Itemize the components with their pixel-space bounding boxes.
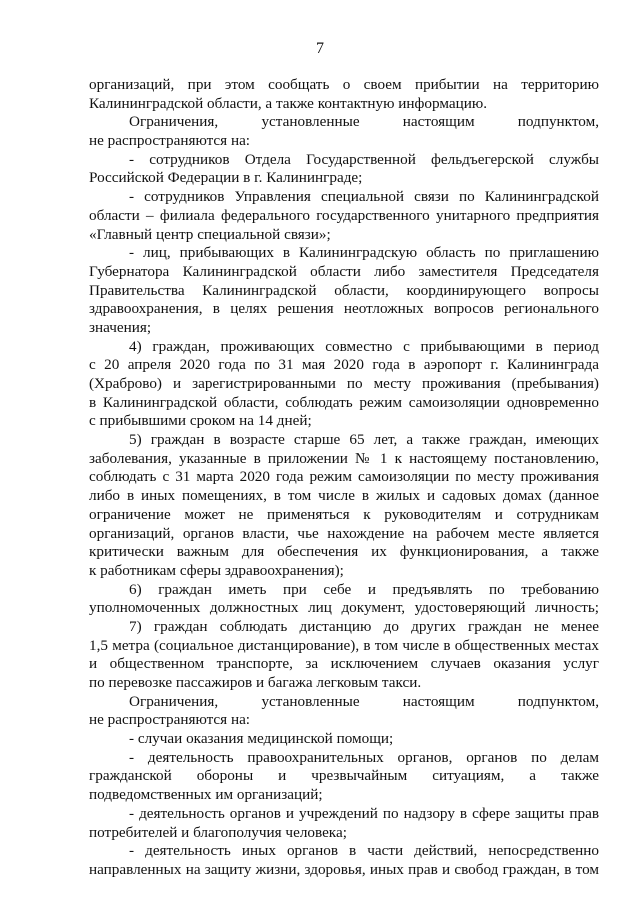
text-line: организаций, при этом сообщать о своем прибытии на территорию	[89, 76, 599, 93]
text-line: 5) граждан в возрасте старше 65 лет, а также граждан, имеющих	[129, 431, 599, 449]
text-line: - деятельность органов и учреждений по надзору в сфере защиты прав	[129, 804, 599, 822]
document-body	[89, 76, 599, 880]
text-line: с 20 апреля 2020 года по 31 мая 2020 года в аэропорт г. Калининграда	[89, 356, 599, 374]
text-line: значения;	[89, 318, 152, 336]
text-line: 1,5 метра (социальное дистанцирование), в том числе в общественных местах	[89, 636, 599, 654]
text-line: ограничение может не применяться к руководителям и сотрудникам	[89, 505, 599, 523]
text-line: Губернатора Калининградской области либо заместителя Председателя	[89, 262, 599, 280]
text-line: критически важным для обеспечения их функционирования, а также	[89, 543, 599, 561]
text-line: не распространяются на:	[89, 132, 251, 150]
text-line: - сотрудников Управления специальной связи по Калининградской	[129, 188, 599, 206]
text-line: области – филиала федерального государственного унитарного предприятия	[89, 206, 599, 224]
text-line: направленных на защиту жизни, здоровья, иных прав и свобод граждан, в том	[89, 860, 599, 878]
text-line: гражданской обороны и чрезвычайным ситуациям, а также	[89, 767, 599, 785]
text-line: здравоохранения, в целях решения неотложных вопросов регионального	[89, 300, 599, 318]
text-line: Российской Федерации в г. Калининграде;	[89, 169, 363, 187]
text-line: с прибывшими сроком на 14 дней;	[89, 412, 312, 430]
text-line: 6) граждан иметь при себе и предъявлять по требованию	[129, 580, 599, 598]
text-line: не распространяются на:	[89, 711, 251, 729]
text-line: Ограничения, установленные настоящим подпунктом,	[129, 113, 599, 131]
text-line: потребителей и благополучия человека;	[89, 823, 347, 841]
text-line: подведомственных им организаций;	[89, 786, 323, 804]
text-line: - деятельность правоохранительных органов, органов по делам	[129, 748, 599, 766]
text-line: либо в иных помещениях, в том числе в жилых и садовых домах (данное	[89, 487, 599, 505]
text-line: соблюдать с 31 марта 2020 года режим самоизоляции по месту проживания	[89, 468, 599, 486]
text-line: (Храброво) и зарегистрированными по месту проживания (пребывания)	[89, 375, 599, 392]
text-line: к работникам сферы здравоохранения);	[89, 561, 344, 579]
text-line: Калининградской области, а также контактную информацию.	[89, 94, 487, 112]
text-line: и общественном транспорте, за исключением случаев оказания услуг	[89, 655, 599, 673]
text-line: 4) граждан, проживающих совместно с прибывающими в период	[129, 337, 599, 355]
text-line: Ограничения, установленные настоящим подпунктом,	[129, 692, 599, 710]
text-line: - сотрудников Отдела Государственной фельдъегерской службы	[129, 150, 599, 168]
text-line: организаций, органов власти, чье нахождение на рабочем месте является	[89, 524, 599, 542]
text-line: - случаи оказания медицинской помощи;	[129, 730, 394, 748]
text-line: 7) граждан соблюдать дистанцию до других граждан не менее	[129, 617, 599, 635]
text-line: по перевозке пассажиров и багажа легковым такси.	[89, 674, 422, 691]
text-line: «Главный центр специальной связи»;	[89, 225, 331, 243]
text-line: - деятельность иных органов в части действий, непосредственно	[129, 842, 599, 860]
text-line: заболевания, указанные в приложении № 1 к настоящему постановлению,	[89, 449, 599, 467]
text-line: - лиц, прибывающих в Калининградскую область по приглашению	[129, 244, 599, 262]
text-line: в Калининградской области, соблюдать режим самоизоляции одновременно	[89, 393, 599, 411]
text-line: Правительства Калининградской области, координирующего вопросы	[89, 281, 599, 299]
text-line: уполномоченных должностных лиц документ, удостоверяющий личность;	[89, 599, 599, 617]
page-number: 7	[316, 40, 324, 57]
